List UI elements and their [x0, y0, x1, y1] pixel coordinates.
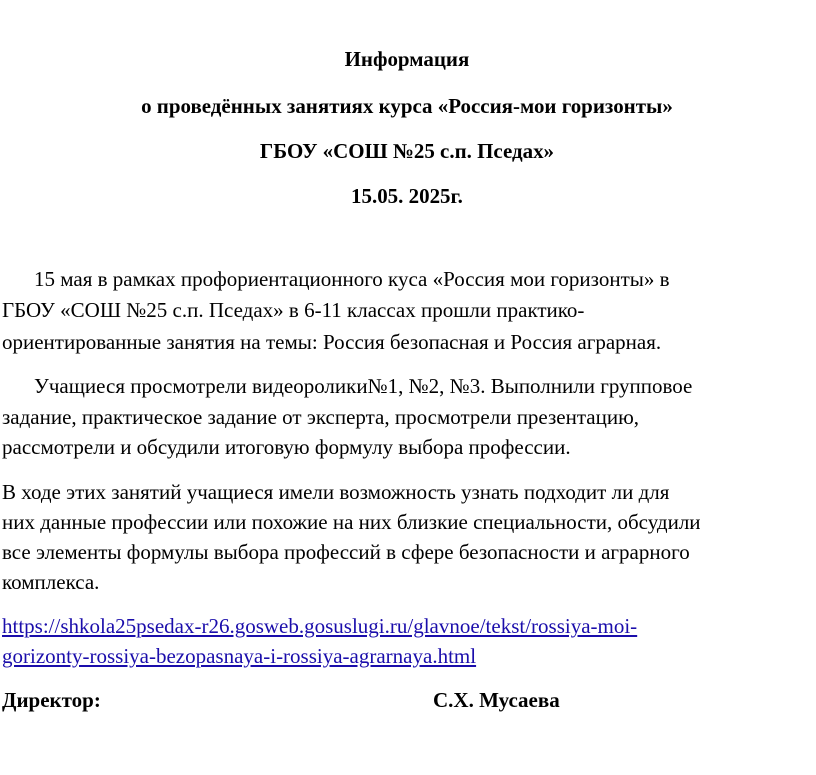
source-link[interactable]: gorizonty-rossiya-bezopasnaya-i-rossiya-agrarnaya.html — [2, 644, 477, 668]
paragraph-1-line: ГБОУ «СОШ №25 с.п. Пседах» в 6-11 классах прошли практико- — [2, 298, 585, 322]
paragraph-2-line: рассмотрели и обсудили итоговую формулу выбора профессии. — [2, 435, 571, 459]
paragraph-2-line: задание, практическое задание от эксперта, просмотрели презентацию, — [2, 405, 640, 429]
paragraph-1-line: ориентированные занятия на темы: Россия безопасная и Россия аграрная. — [2, 330, 662, 354]
paragraph-3-line: В ходе этих занятий учащиеся имели возможность узнать подходит ли для — [2, 480, 670, 504]
source-link[interactable]: https://shkola25psedax-r26.gosweb.gosuslugi.ru/glavnoe/tekst/rossiya-moi- — [2, 614, 638, 638]
paragraph-2-line: Учащиеся просмотрели видеоролики№1, №2, №3. Выполнили групповое — [34, 374, 693, 398]
paragraph-1-line: 15 мая в рамках профориентационного куса «Россия мои горизонты» в — [34, 267, 670, 291]
paragraph-3-line: все элементы формулы выбора профессий в сфере безопасности и аграрного — [2, 540, 690, 564]
document-date: 15.05. 2025г. — [351, 184, 463, 208]
document-title: Информация — [344, 47, 470, 71]
signature-role: Директор: — [2, 688, 101, 712]
school-name: ГБОУ «СОШ №25 с.п. Пседах» — [259, 139, 555, 163]
paragraph-3-line: них данные профессии или похожие на них близкие специальности, обсудили — [2, 510, 701, 534]
signature-name: С.Х. Мусаева — [433, 688, 560, 712]
document-subtitle: о проведённых занятиях курса «Россия-мои горизонты» — [141, 94, 673, 118]
paragraph-3-line: комплекса. — [2, 570, 100, 594]
